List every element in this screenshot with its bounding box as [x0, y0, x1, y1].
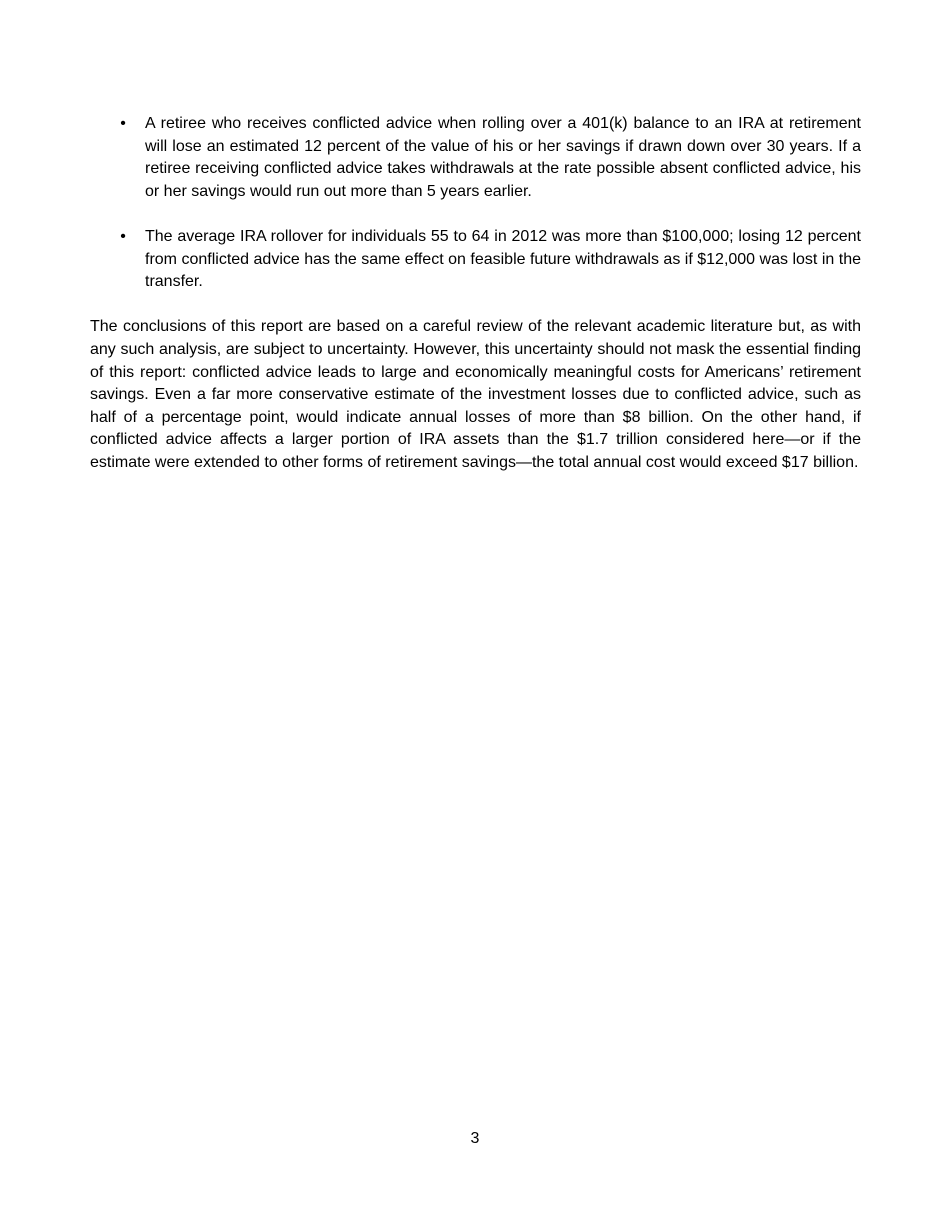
page-content	[90, 113, 861, 475]
bullet-item	[90, 226, 861, 294]
bullet-item	[90, 113, 861, 203]
bullet-icon: •	[120, 115, 126, 132]
findings-bullet-list	[90, 113, 861, 294]
conclusion-paragraph: The conclusions of this report are based on a careful review of the relevant academic literature but, as with any such analysis, are subject to uncertainty. However, this uncertainty should not mask the essential finding of this report: conflicted advice leads to large and economically meaningful costs for Americans’ retirement savings. Even a far more conservative estimate of the investment losses due to conflicted advice, such as half of a percentage point, would indicate annual losses of more than $8 billion. On the other hand, if conflicted advice affects a larger portion of IRA assets than the $1.7 trillion considered here—or if the estimate were extended to other forms of retirement savings—the total annual cost would exceed $17 billion.	[90, 318, 861, 471]
bullet-text: The average IRA rollover for individuals 55 to 64 in 2012 was more than $100,000; losing 12 percent from conflicted advice has the same effect on feasible future withdrawals as if $12,000 was lost in the transfer.	[145, 227, 861, 291]
page-number: 3	[470, 1130, 480, 1147]
bullet-text: A retiree who receives conflicted advice when rolling over a 401(k) balance to an IRA at retirement will lose an estimated 12 percent of the value of his or her savings if drawn down over 30 years. If a retiree receiving conflicted advice takes withdrawals at the rate possible absent conflicted advice, his or her savings would run out more than 5 years earlier.	[145, 115, 861, 200]
bullet-icon: •	[120, 227, 126, 245]
